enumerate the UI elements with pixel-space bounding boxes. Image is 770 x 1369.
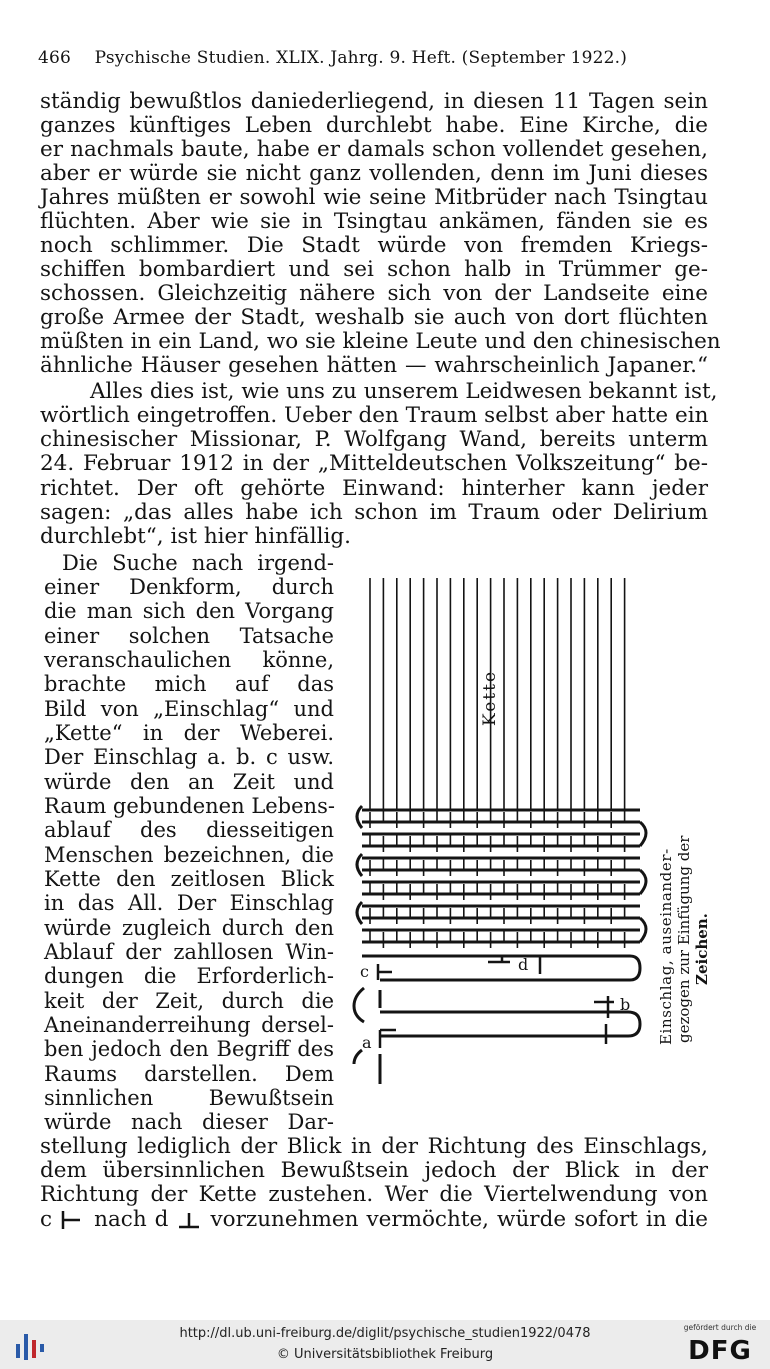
column-line: Ablauf der zahllosen Win- <box>44 940 334 964</box>
column-line: einer solchen Tatsache <box>44 624 334 648</box>
weft-row <box>357 806 640 828</box>
copyright: © Universitätsbibliothek Freiburg <box>276 1347 494 1362</box>
body-line: schiffen bombardiert und sei schon halb in Trümmer ge- <box>40 257 708 282</box>
weaving-figure <box>340 578 720 1098</box>
body-line: flüchten. Aber wie sie in Tsingtau ankämen, fänden sie es <box>40 209 708 234</box>
body-line: Jahres müßten er sowohl wie seine Mitbrüder nach Tsingtau <box>40 185 708 210</box>
dfg-logo: DFG <box>688 1336 752 1366</box>
body-line: sagen: „das alles habe ich schon im Traum oder Delirium <box>40 500 708 525</box>
body-line: ganzes künftiges Leben durchlebt habe. Eine Kirche, die <box>40 113 708 138</box>
body-line-with-symbols <box>40 1208 708 1232</box>
body-line: Richtung der Kette zustehen. Wer die Viertelwendung von <box>40 1182 708 1207</box>
figure-caption <box>657 835 711 1045</box>
caption-line: gezogen zur Einfügung der <box>675 835 693 1043</box>
page-number: 466 <box>38 48 72 68</box>
body-line: er nachmals baute, habe er damals schon vollendet gesehen, <box>40 137 708 162</box>
body-line: ähnliche Häuser gesehen hätten — wahrscheinlich Japaner.“ <box>40 353 708 378</box>
body-line: schossen. Gleichzeitig nähere sich von der Landseite eine <box>40 281 708 306</box>
body-line: 24. Februar 1912 in der „Mitteldeutschen Volkszeitung“ be- <box>40 451 708 476</box>
body-line: wörtlich eingetroffen. Ueber den Traum selbst aber hatte ein <box>40 403 709 428</box>
source-url[interactable]: http://dl.ub.uni-freiburg.de/diglit/psychische_studien1922/0478 <box>179 1326 591 1341</box>
column-line: die man sich den Vorgang <box>44 599 334 623</box>
column-line: würde zugleich durch den <box>44 916 334 940</box>
body-line: ständig bewußtlos daniederliegend, in diesen 11 Tagen sein <box>40 89 708 114</box>
running-title: Psychische Studien. XLIX. Jahrg. 9. Heft. (September 1922.) <box>94 48 628 68</box>
symbol-label-c: c <box>40 1207 53 1232</box>
weft-loop-d <box>362 955 640 980</box>
funding-note: gefördert durch die <box>683 1323 757 1332</box>
column-line: „Kette“ in der Weberei. <box>44 721 334 745</box>
symbol-label-d: d <box>518 955 529 974</box>
column-line: würde nach dieser Dar- <box>44 1110 334 1134</box>
column-line: ben jedoch den Begriff des <box>44 1037 334 1061</box>
library-footer <box>0 1320 770 1369</box>
column-line: ablauf des diesseitigen <box>44 818 334 842</box>
column-line: Die Suche nach irgend- <box>62 551 334 575</box>
symbol-label-d: nach d <box>94 1207 169 1232</box>
symbol-label-b: b <box>620 995 631 1014</box>
caption-line: Zeichen. <box>693 913 711 985</box>
body-line: müßten in ein Land, wo sie kleine Leute und den chinesischen <box>40 329 721 354</box>
column-line: sinnlichen Bewußtsein <box>44 1086 334 1110</box>
body-line: chinesischer Missionar, P. Wolfgang Wand, bereits unterm <box>40 427 708 452</box>
weft-loop-b <box>380 995 640 1044</box>
body-text: vorzunehmen vermöchte, würde sofort in die <box>210 1207 708 1232</box>
body-line: durchlebt“, ist hier hinfällig. <box>40 524 351 549</box>
column-line: Menschen bezeichnen, die <box>44 843 334 867</box>
column-line: veranschaulichen könne, <box>44 648 334 672</box>
column-line: Raum gebundenen Lebens- <box>44 794 335 818</box>
column-line: einer Denkform, durch <box>44 575 334 599</box>
column-line: Der Einschlag a. b. c usw. <box>44 745 334 769</box>
column-line: keit der Zeit, durch die <box>44 989 334 1013</box>
caption-line: Einschlag, auseinander- <box>657 848 675 1045</box>
column-line: brachte mich auf das <box>44 672 334 696</box>
weft-rows <box>357 806 646 948</box>
weft-row <box>357 902 640 924</box>
weft-row <box>357 854 640 876</box>
body-line: richtet. Der oft gehörte Einwand: hinterher kann jeder <box>40 476 708 501</box>
column-line: dungen die Erforderlich- <box>44 964 334 988</box>
running-header <box>38 48 718 68</box>
c-warp-symbol <box>60 1209 86 1231</box>
column-line: Aneinanderreihung dersel- <box>44 1013 334 1037</box>
column-line: Kette den zeitlosen Blick <box>44 867 334 891</box>
column-line: in das All. Der Einschlag <box>44 891 334 915</box>
column-line: würde den an Zeit und <box>44 770 334 794</box>
column-line: Bild von „Einschlag“ und <box>44 697 334 721</box>
warp-label: Kette <box>480 669 500 727</box>
column-line: Raums darstellen. Dem <box>44 1062 334 1086</box>
symbol-label-a: a <box>362 1033 372 1052</box>
d-warp-symbol <box>176 1209 202 1231</box>
body-line: dem übersinnlichen Bewußtsein jedoch der Blick in der <box>40 1158 708 1183</box>
symbol-label-c: c <box>360 962 369 981</box>
body-line: große Armee der Stadt, weshalb sie auch von dort flüchten <box>40 305 708 330</box>
body-line: aber er würde sie nicht ganz vollenden, denn im Juni dieses <box>40 161 708 186</box>
body-line: Alles dies ist, wie uns zu unserem Leidwesen bekannt ist, <box>90 379 718 404</box>
body-line: stellung lediglich der Blick in der Richtung des Einschlags, <box>40 1134 708 1159</box>
weft-loop-a <box>354 1030 396 1084</box>
body-line: noch schlimmer. Die Stadt würde von fremden Kriegs- <box>40 233 708 258</box>
